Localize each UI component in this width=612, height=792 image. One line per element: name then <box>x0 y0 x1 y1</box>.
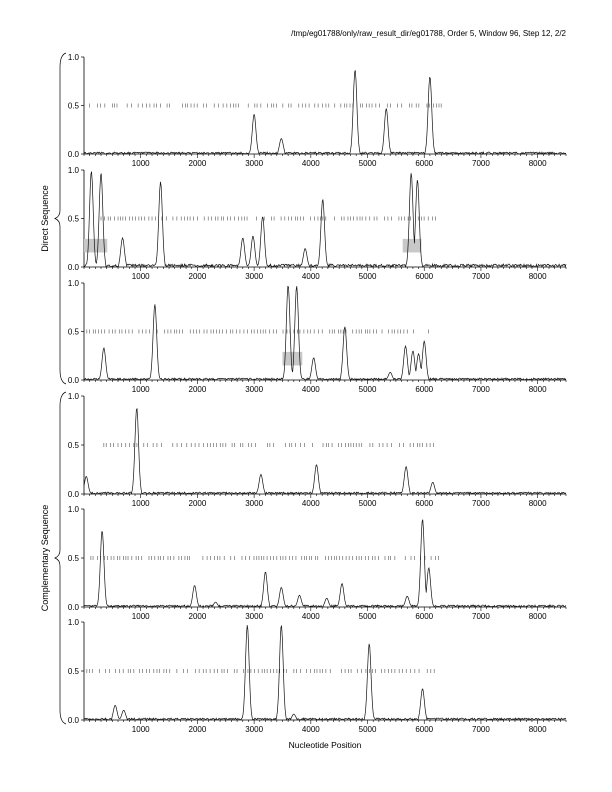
x-tick-label: 7000 <box>472 159 490 168</box>
x-tick-label: 2000 <box>188 725 207 734</box>
y-tick-label: 1.0 <box>67 505 79 514</box>
panel-6 <box>68 618 566 734</box>
y-tick-label: 0.5 <box>67 327 79 337</box>
y-tick-label: 0.0 <box>67 603 79 612</box>
x-tick-label: 7000 <box>472 499 490 508</box>
y-tick-label: 1.0 <box>67 53 79 62</box>
figure-title: /tmp/eg01788/only/raw_result_dir/eg01788, Order 5, Window 96, Step 12, 2/2 <box>291 29 566 38</box>
y-tick-label: 0.0 <box>67 716 79 725</box>
x-tick-label: 6000 <box>415 499 434 508</box>
series-line <box>84 172 566 267</box>
x-tick-label: 8000 <box>528 499 547 508</box>
panel-1 <box>68 53 566 168</box>
y-tick-label: 1.0 <box>67 279 79 288</box>
y-tick-label: 0.5 <box>67 667 79 676</box>
x-tick-label: 2000 <box>188 499 207 508</box>
panel-2 <box>68 166 566 281</box>
x-tick-label: 3000 <box>245 159 264 168</box>
y-tick-label: 0.0 <box>67 490 79 499</box>
x-tick-label: 1000 <box>131 159 150 168</box>
x-tick-label: 7000 <box>472 725 490 734</box>
series-line <box>84 520 566 607</box>
x-tick-label: 5000 <box>358 612 377 621</box>
panel-4 <box>68 392 566 508</box>
panels-group <box>40 53 566 734</box>
x-tick-label: 4000 <box>301 612 320 621</box>
x-tick-label: 1000 <box>131 612 150 621</box>
x-tick-label: 8000 <box>528 272 547 281</box>
x-tick-label: 6000 <box>415 725 434 734</box>
x-tick-label: 8000 <box>528 612 547 621</box>
x-tick-label: 4000 <box>301 159 320 168</box>
x-tick-label: 1000 <box>131 725 150 734</box>
y-tick-label: 1.0 <box>67 392 79 401</box>
group-brace <box>55 392 66 724</box>
x-tick-label: 4000 <box>301 272 320 281</box>
x-tick-label: 2000 <box>188 159 207 168</box>
x-tick-label: 7000 <box>472 612 490 621</box>
x-tick-label: 5000 <box>358 385 377 394</box>
y-tick-label: 0.0 <box>67 150 79 159</box>
x-tick-label: 8000 <box>528 385 547 394</box>
y-tick-label: 0.5 <box>67 214 79 224</box>
x-tick-label: 6000 <box>415 272 434 281</box>
x-tick-label: 6000 <box>415 159 434 168</box>
x-tick-label: 8000 <box>528 159 547 168</box>
y-tick-label: 0.5 <box>67 441 79 450</box>
x-tick-label: 3000 <box>245 725 264 734</box>
x-tick-label: 1000 <box>131 272 150 281</box>
series-line <box>84 286 566 380</box>
x-tick-label: 5000 <box>358 725 377 734</box>
x-tick-label: 5000 <box>358 272 377 281</box>
x-tick-label: 1000 <box>131 499 150 508</box>
group-label: Complementary Sequence <box>40 504 50 612</box>
x-tick-label: 7000 <box>472 272 490 281</box>
region-box <box>403 239 422 253</box>
x-tick-label: 4000 <box>301 385 320 394</box>
x-tick-label: 5000 <box>358 499 377 508</box>
y-tick-label: 1.0 <box>67 166 79 175</box>
x-tick-label: 2000 <box>188 385 207 394</box>
y-tick-label: 0.0 <box>67 263 79 272</box>
series-line <box>84 409 566 494</box>
x-tick-label: 8000 <box>528 725 547 734</box>
y-tick-label: 0.5 <box>67 101 79 111</box>
x-tick-label: 4000 <box>301 725 320 734</box>
group-label: Direct Sequence <box>40 185 50 252</box>
x-tick-label: 3000 <box>245 385 264 394</box>
x-tick-label: 6000 <box>415 612 434 621</box>
x-tick-label: 4000 <box>301 499 320 508</box>
x-tick-label: 3000 <box>245 612 264 621</box>
group-brace <box>55 53 66 384</box>
y-tick-label: 0.5 <box>67 554 79 563</box>
series-line <box>84 625 566 720</box>
panel-3 <box>68 279 566 394</box>
x-tick-label: 5000 <box>358 159 377 168</box>
x-tick-label: 7000 <box>472 385 490 394</box>
x-tick-label: 2000 <box>188 272 207 281</box>
y-tick-label: 1.0 <box>67 618 79 627</box>
x-tick-label: 1000 <box>131 385 150 394</box>
x-tick-label: 2000 <box>188 612 207 621</box>
series-line <box>84 70 566 154</box>
x-tick-label: 3000 <box>245 272 264 281</box>
panel-5 <box>68 505 566 621</box>
x-tick-label: 6000 <box>415 385 434 394</box>
x-axis-label: Nucleotide Position <box>288 740 362 750</box>
y-tick-label: 0.0 <box>67 376 79 385</box>
x-tick-label: 3000 <box>245 499 264 508</box>
